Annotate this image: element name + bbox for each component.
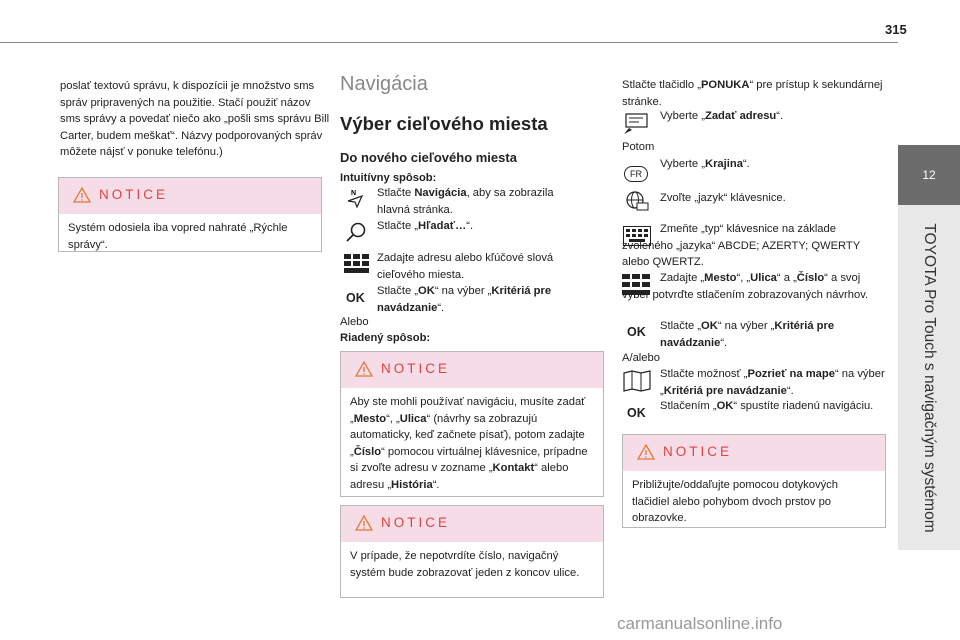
step-navigation: Stlačte Navigácia, aby sa zobrazila hlavná stránka. xyxy=(377,187,554,216)
keyboard-icon xyxy=(344,254,370,274)
chapter-title: TOYOTA Pro Touch s navigačným systémom xyxy=(921,222,938,533)
step-view-map: Stlačte možnosť „Pozrieť na mape“ na výber „Kritériá pre navádzanie“. xyxy=(660,368,885,397)
notice-text: V prípade, že nepotvrdíte číslo, navigačný systém bude zobrazovať jeden z koncov ulice. xyxy=(350,550,580,579)
notice-title: NOTICE xyxy=(381,515,451,530)
country-icon: FR xyxy=(624,166,648,182)
step-search: Stlačte „Hľadať…“. xyxy=(377,220,474,232)
step-keyboard-type: Zmeňte „typ“ klávesnice na základe zvoleného „jazyka“ ABCDE; AZERTY; QWERTY alebo QWERTZ. xyxy=(622,223,861,268)
chapter-sidebar xyxy=(898,205,960,550)
notice-title: NOTICE xyxy=(663,444,733,459)
step-enter-address: Vyberte „Zadať adresu“. xyxy=(660,110,784,122)
step-enter-city-street: Zadajte „Mesto“, „Ulica“ a „Číslo“ a svoj výber potvrďte stlačením zobrazovaných návrhov. xyxy=(622,272,869,301)
step-ok: Stlačte „OK“ na výber „Kritériá pre navádzanie“. xyxy=(377,285,552,314)
step-keyboard-language: Zvoľte „jazyk“ klávesnice. xyxy=(660,192,786,204)
step-ok: Stlačte „OK“ na výber „Kritériá pre navádzanie“. xyxy=(660,320,835,349)
ok-button-icon: OK xyxy=(627,406,646,420)
or-label: Alebo xyxy=(340,316,369,328)
col1-paragraph: poslať textovú správu, k dispozícii je množstvo sms správ pripravených na použitie. Stačí použiť názov sms správy a povedať niečo ako „pošli sms správu Bill Carter, budem meškať“. Názvy podporovaných správ môžete nájsť v ponuke telefónu.) xyxy=(60,80,330,158)
subheading: Do nového cieľového miesta xyxy=(340,150,517,165)
warning-icon xyxy=(73,187,91,203)
col1-notice xyxy=(58,177,322,252)
language-globe-icon xyxy=(624,190,650,212)
section-title: Navigácia xyxy=(340,73,428,95)
heading: Výber cieľového miesta xyxy=(340,113,548,134)
notice-text: Aby ste mohli používať navigáciu, musíte zadať „Mesto“, „Ulica“ (návrhy sa zobrazujú automaticky, keď začnete písať), potom zadajte „Číslo“ pomocou virtuálnej klávesnice, prípadne si zvoľte adresu v zozname „Kontakt“ alebo adresu „História“. xyxy=(350,396,588,491)
ok-button-icon: OK xyxy=(346,291,365,305)
navigation-icon xyxy=(346,188,364,208)
enter-address-icon xyxy=(623,113,649,135)
header-rule xyxy=(0,42,898,43)
svg-text:N: N xyxy=(351,190,357,197)
step-start-navigation: Stlačením „OK“ spustíte riadenú navigáciu. xyxy=(660,400,874,412)
page-number: 315 xyxy=(885,22,907,37)
col2-notice-1 xyxy=(340,351,604,497)
col3-notice xyxy=(622,434,886,528)
warning-icon xyxy=(355,515,373,531)
chapter-number: 12 xyxy=(922,168,936,182)
col3-intro: Stlačte tlačidlo „PONUKA“ pre prístup k sekundárnej stránke. xyxy=(622,79,883,108)
watermark: carmanualsonline.info xyxy=(617,614,783,633)
notice-title: NOTICE xyxy=(99,187,169,202)
notice-text: Systém odosiela iba vopred nahraté „Rýchle správy“. xyxy=(68,222,288,251)
step-enter-address: Zadajte adresu alebo kľúčové slová cieľového miesta. xyxy=(377,252,554,281)
andor-label: A/alebo xyxy=(622,352,660,364)
warning-icon xyxy=(355,361,373,377)
col2-notice-2 xyxy=(340,505,604,598)
map-icon xyxy=(623,370,651,392)
guided-label: Riadený spôsob: xyxy=(340,332,431,344)
notice-text: Približujte/oddaľujte pomocou dotykových tlačidiel alebo pohybom dvoch prstov po obrazovke. xyxy=(632,479,838,524)
step-country: Vyberte „Krajina“. xyxy=(660,158,750,170)
search-icon xyxy=(345,221,367,243)
notice-title: NOTICE xyxy=(381,361,451,376)
then-label: Potom xyxy=(622,141,655,153)
intuitive-label: Intuitívny spôsob: xyxy=(340,172,437,184)
chapter-tab xyxy=(898,145,960,205)
ok-button-icon: OK xyxy=(627,325,646,339)
warning-icon xyxy=(637,444,655,460)
